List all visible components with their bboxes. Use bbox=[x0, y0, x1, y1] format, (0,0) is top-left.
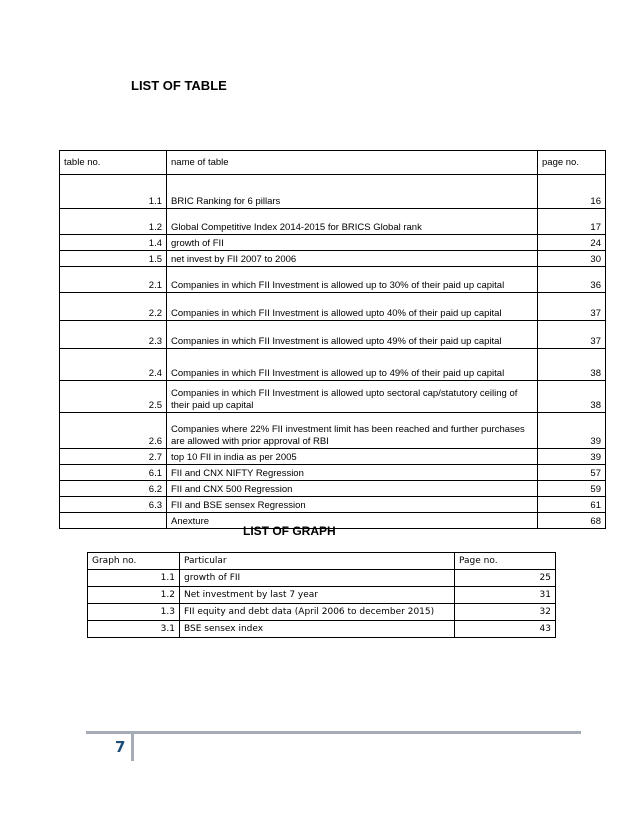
header-name-of-table: name of table bbox=[167, 151, 538, 175]
table-row bbox=[60, 251, 606, 267]
list-of-table bbox=[59, 150, 606, 529]
table-row bbox=[60, 209, 606, 235]
table-row bbox=[60, 349, 606, 381]
table-row bbox=[60, 175, 606, 209]
list-of-graph bbox=[87, 552, 556, 638]
row-number bbox=[60, 513, 167, 529]
row-page: 37 bbox=[538, 321, 606, 349]
row-name: Companies where 22% FII investment limit has been reached and further purchases are allowed with prior approval of RBI bbox=[167, 413, 538, 449]
table-row bbox=[60, 497, 606, 513]
row-page: 38 bbox=[538, 349, 606, 381]
row-number: 1.4 bbox=[60, 235, 167, 251]
footer-divider bbox=[131, 733, 134, 761]
row-page: 39 bbox=[538, 449, 606, 465]
table-row bbox=[88, 621, 556, 638]
row-number: 1.1 bbox=[60, 175, 167, 209]
row-page: 32 bbox=[455, 604, 556, 621]
table-row bbox=[60, 321, 606, 349]
row-number: 1.1 bbox=[88, 570, 180, 587]
row-name: FII and CNX 500 Regression bbox=[167, 481, 538, 497]
row-name: top 10 FII in india as per 2005 bbox=[167, 449, 538, 465]
row-name: FII and BSE sensex Regression bbox=[167, 497, 538, 513]
row-page: 31 bbox=[455, 587, 556, 604]
row-page: 43 bbox=[455, 621, 556, 638]
row-page: 30 bbox=[538, 251, 606, 267]
table-row bbox=[60, 465, 606, 481]
table-row bbox=[88, 587, 556, 604]
page-number: 7 bbox=[115, 738, 126, 756]
row-name: BRIC Ranking for 6 pillars bbox=[167, 175, 538, 209]
row-page: 16 bbox=[538, 175, 606, 209]
row-name: FII and CNX NIFTY Regression bbox=[167, 465, 538, 481]
row-number: 1.2 bbox=[88, 587, 180, 604]
row-number: 2.5 bbox=[60, 381, 167, 413]
row-name: Companies in which FII Investment is allowed up to 49% of their paid up capital bbox=[167, 349, 538, 381]
row-page: 37 bbox=[538, 293, 606, 321]
row-number: 2.4 bbox=[60, 349, 167, 381]
header-graph-no: Graph no. bbox=[88, 553, 180, 570]
row-page: 38 bbox=[538, 381, 606, 413]
header-page-no: Page no. bbox=[455, 553, 556, 570]
table-row bbox=[88, 604, 556, 621]
table-row bbox=[60, 293, 606, 321]
row-name: net invest by FII 2007 to 2006 bbox=[167, 251, 538, 267]
row-name: Companies in which FII Investment is allowed upto 49% of their paid up capital bbox=[167, 321, 538, 349]
row-number: 6.1 bbox=[60, 465, 167, 481]
row-number: 1.3 bbox=[88, 604, 180, 621]
row-page: 24 bbox=[538, 235, 606, 251]
row-name: Companies in which FII Investment is allowed up to 30% of their paid up capital bbox=[167, 267, 538, 293]
row-name: Global Competitive Index 2014-2015 for BRICS Global rank bbox=[167, 209, 538, 235]
header-particular: Particular bbox=[180, 553, 455, 570]
row-number: 2.3 bbox=[60, 321, 167, 349]
footer-rule bbox=[86, 731, 581, 734]
header-page-no: page no. bbox=[538, 151, 606, 175]
row-number: 3.1 bbox=[88, 621, 180, 638]
row-name: growth of FII bbox=[167, 235, 538, 251]
row-page: 39 bbox=[538, 413, 606, 449]
table-row bbox=[60, 267, 606, 293]
table-header-row bbox=[60, 151, 606, 175]
row-number: 6.3 bbox=[60, 497, 167, 513]
row-page: 68 bbox=[538, 513, 606, 529]
row-name: growth of FII bbox=[180, 570, 455, 587]
row-name: Anexture bbox=[167, 513, 538, 529]
row-name: BSE sensex index bbox=[180, 621, 455, 638]
list-of-graph-title: LIST OF GRAPH bbox=[243, 524, 336, 538]
table-header-row bbox=[88, 553, 556, 570]
row-page: 57 bbox=[538, 465, 606, 481]
table-row bbox=[60, 235, 606, 251]
row-number: 6.2 bbox=[60, 481, 167, 497]
row-number: 2.2 bbox=[60, 293, 167, 321]
row-name: Net investment by last 7 year bbox=[180, 587, 455, 604]
row-page: 59 bbox=[538, 481, 606, 497]
table-row bbox=[60, 481, 606, 497]
row-number: 2.1 bbox=[60, 267, 167, 293]
row-page: 61 bbox=[538, 497, 606, 513]
table-row bbox=[60, 381, 606, 413]
row-page: 25 bbox=[455, 570, 556, 587]
row-name: Companies in which FII Investment is allowed upto sectoral cap/statutory ceiling of their paid up capital bbox=[167, 381, 538, 413]
table-row bbox=[60, 449, 606, 465]
header-table-no: table no. bbox=[60, 151, 167, 175]
row-name: Companies in which FII Investment is allowed upto 40% of their paid up capital bbox=[167, 293, 538, 321]
row-number: 2.7 bbox=[60, 449, 167, 465]
row-number: 1.5 bbox=[60, 251, 167, 267]
table-row bbox=[88, 570, 556, 587]
row-number: 1.2 bbox=[60, 209, 167, 235]
row-number: 2.6 bbox=[60, 413, 167, 449]
table-row bbox=[60, 413, 606, 449]
row-page: 17 bbox=[538, 209, 606, 235]
row-name: FII equity and debt data (April 2006 to december 2015) bbox=[180, 604, 455, 621]
list-of-table-title: LIST OF TABLE bbox=[131, 78, 227, 93]
row-page: 36 bbox=[538, 267, 606, 293]
